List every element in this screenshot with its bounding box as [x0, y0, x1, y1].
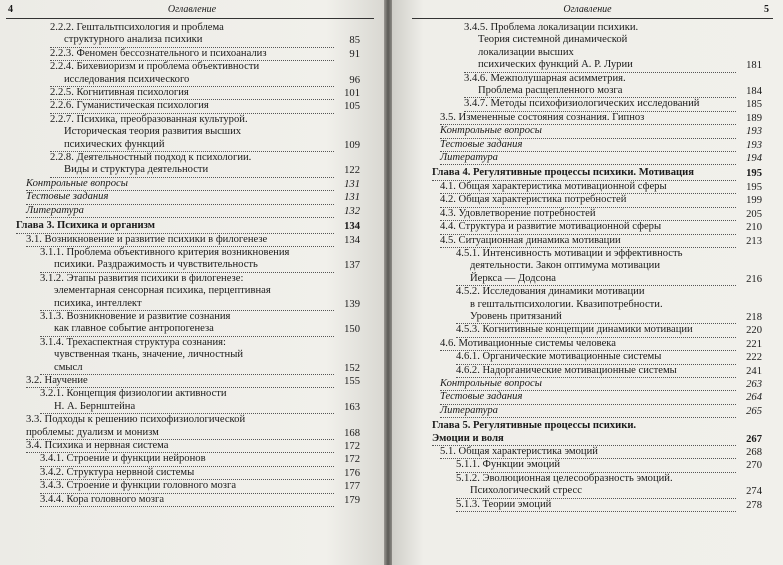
toc-entry — [432, 499, 762, 512]
toc-page-number: 267 — [746, 433, 762, 445]
toc-entry-line: 4.3. Удовлетворение потребностей — [440, 208, 736, 221]
right-toc-list — [432, 22, 762, 512]
toc-entry-line: Йеркса — Додсона — [456, 273, 736, 286]
toc-entry-line: 4.1. Общая характеристика мотивационной сферы — [440, 181, 736, 194]
toc-entry — [16, 234, 360, 247]
toc-entry-line: психика, интеллект — [40, 298, 334, 311]
left-page-header — [0, 4, 384, 18]
toc-entry-line: Литература — [26, 205, 334, 218]
toc-entry — [16, 178, 360, 191]
toc-entry — [16, 48, 360, 61]
toc-page-number: 134 — [344, 234, 360, 246]
toc-entry-line: 3.1.4. Трехаспектная структура сознания: — [40, 336, 226, 348]
toc-entry-line: психических функций А. Р. Лурии — [464, 59, 736, 72]
left-page — [0, 0, 384, 565]
right-header-rule — [412, 18, 773, 19]
toc-entry-line: 3.1.3. Возникновение и развитие сознания — [40, 310, 231, 322]
toc-page-number: 131 — [344, 192, 360, 204]
toc-entry-line: Контрольные вопросы — [440, 125, 736, 138]
toc-entry-line: как главное событие антропогенеза — [40, 323, 334, 336]
toc-entry-line: локализации высших — [478, 46, 574, 58]
toc-entry-line: 3.3. Подходы к решению психофизиологической — [26, 414, 246, 426]
toc-page-number: 139 — [344, 298, 360, 310]
toc-page-number: 184 — [746, 86, 762, 98]
toc-entry-line: чувственная ткань, значение, личностный — [54, 349, 244, 361]
toc-page-number: 179 — [344, 494, 360, 506]
right-header-title: Оглавление — [563, 4, 612, 15]
toc-entry-line: Литература — [440, 152, 736, 165]
toc-entry — [432, 365, 762, 378]
toc-entry-line: 3.4.1. Строение и функции нейронов — [40, 453, 334, 466]
toc-entry-line: 3.1.2. Этапы развития психики в филогенезе: — [40, 272, 244, 284]
book-gutter — [384, 0, 392, 565]
toc-page-number: 137 — [344, 260, 360, 272]
toc-entry-line: 3.4.3. Строение и функции головного мозга — [40, 480, 334, 493]
toc-entry — [432, 22, 762, 73]
toc-page-number: 189 — [746, 112, 762, 124]
toc-entry-line: 4.2. Общая характеристика потребностей — [440, 194, 736, 207]
toc-entry-line: 3.4.2. Структура нервной системы — [40, 467, 334, 480]
toc-entry-line: 4.6.1. Органические мотивационные системы — [456, 351, 736, 364]
toc-entry — [16, 205, 360, 218]
toc-entry-line: 3.4.6. Межполушарная асимметрия. — [464, 72, 626, 84]
toc-page-number: 176 — [344, 467, 360, 479]
left-toc-list — [16, 22, 360, 507]
toc-entry — [16, 100, 360, 113]
toc-entry-line: 5.1.3. Теории эмоций — [456, 499, 736, 512]
toc-entry-line: 4.5.3. Когнитивные концепции динамики мотивации — [456, 324, 736, 337]
toc-page-number: 91 — [349, 48, 360, 60]
right-page-number: 5 — [764, 4, 769, 15]
toc-entry-line: Контрольные вопросы — [440, 378, 736, 391]
toc-entry-line: 4.6.2. Надорганические мотивационные системы — [456, 365, 736, 378]
toc-page-number: 96 — [349, 74, 360, 86]
toc-entry — [432, 125, 762, 138]
toc-entry — [16, 494, 360, 507]
toc-entry-line: 2.2.4. Бихевиоризм и проблема объективности — [50, 61, 260, 73]
toc-entry-line: исследования психического — [50, 74, 334, 87]
toc-page-number: 185 — [746, 99, 762, 111]
toc-entry — [16, 453, 360, 466]
toc-entry — [432, 248, 762, 286]
toc-page-number: 168 — [344, 427, 360, 439]
right-page-header — [392, 4, 783, 18]
toc-entry-line: Тестовые задания — [26, 191, 334, 204]
toc-page-number: 177 — [344, 481, 360, 493]
left-page-number: 4 — [8, 4, 13, 15]
toc-entry — [432, 235, 762, 248]
toc-entry — [16, 114, 360, 152]
toc-entry-line: психических функций — [50, 139, 334, 152]
toc-entry — [432, 391, 762, 404]
toc-entry-line: 2.2.2. Гештальтпсихология и проблема — [50, 22, 224, 33]
toc-entry-line: в гештальтпсихологии. Квазипотребности. — [470, 298, 663, 310]
toc-entry — [432, 181, 762, 194]
toc-page-number: 205 — [746, 208, 762, 220]
toc-entry — [432, 459, 762, 472]
toc-entry — [16, 152, 360, 178]
toc-page-number: 193 — [746, 126, 762, 138]
toc-entry — [16, 375, 360, 388]
toc-page-number: 109 — [344, 139, 360, 151]
toc-entry-line: Виды и структура деятельности — [50, 164, 334, 177]
toc-entry — [432, 112, 762, 125]
toc-page-number: 218 — [746, 311, 762, 323]
toc-entry-line: Тестовые задания — [440, 391, 736, 404]
toc-entry-line: 4.5. Ситуационная динамика мотивации — [440, 235, 736, 248]
toc-page-number: 150 — [344, 324, 360, 336]
toc-entry — [16, 247, 360, 273]
toc-entry — [432, 324, 762, 337]
toc-entry — [16, 480, 360, 493]
toc-page-number: 195 — [746, 181, 762, 193]
toc-page-number: 278 — [746, 499, 762, 511]
toc-entry-line: 2.2.6. Гуманистическая психология — [50, 100, 334, 113]
toc-page-number: 222 — [746, 352, 762, 364]
toc-page-number: 101 — [344, 88, 360, 100]
toc-entry-line: Глава 5. Регулятивные процессы психики. — [432, 420, 637, 432]
toc-entry-line: Глава 3. Психика и организм — [16, 220, 334, 233]
toc-entry — [432, 446, 762, 459]
toc-page-number: 274 — [746, 486, 762, 498]
toc-entry — [432, 351, 762, 364]
toc-page-number: 264 — [746, 392, 762, 404]
toc-entry-line: 5.1.2. Эволюционная целесообразность эмоций. — [456, 472, 673, 484]
toc-entry — [16, 273, 360, 311]
toc-page-number: 181 — [746, 60, 762, 72]
toc-page-number: 270 — [746, 460, 762, 472]
toc-entry — [16, 388, 360, 414]
toc-page-number: 163 — [344, 401, 360, 413]
toc-page-number: 268 — [746, 447, 762, 458]
toc-entry — [432, 208, 762, 221]
toc-entry-line: Глава 4. Регулятивные процессы психики. Мотивация — [432, 167, 736, 180]
toc-entry — [432, 405, 762, 418]
toc-entry-line: 5.1.1. Функции эмоций — [456, 459, 736, 472]
toc-entry — [432, 98, 762, 111]
toc-entry-line: 3.1.1. Проблема объективного критерия возникновения — [40, 246, 290, 258]
toc-entry — [16, 61, 360, 87]
toc-page-number: 131 — [344, 178, 360, 190]
toc-page-number: 105 — [344, 101, 360, 113]
toc-page-number: 194 — [746, 153, 762, 165]
toc-entry-line: 3.5. Измененные состояния сознания. Гипноз — [440, 112, 736, 125]
toc-entry — [16, 467, 360, 480]
toc-entry-line: Литература — [440, 405, 736, 418]
toc-page-number: 193 — [746, 139, 762, 151]
toc-entry-line: Н. А. Бернштейна — [40, 401, 334, 414]
toc-page-number: 132 — [344, 205, 360, 217]
toc-entry — [16, 337, 360, 375]
toc-entry — [432, 194, 762, 207]
toc-entry — [16, 22, 360, 48]
toc-page-number: 172 — [344, 441, 360, 452]
toc-entry — [432, 139, 762, 152]
right-page — [392, 0, 783, 565]
toc-entry-line: 3.4. Психика и нервная система — [26, 440, 334, 453]
toc-page-number: 220 — [746, 325, 762, 337]
toc-entry-line: психики. Раздражимость и чувствительность — [40, 259, 334, 272]
toc-entry-line: 4.6. Мотивационные системы человека — [440, 338, 736, 351]
toc-entry — [432, 167, 762, 180]
toc-entry — [432, 286, 762, 324]
toc-entry — [16, 440, 360, 453]
toc-entry-line: элементарная сенсорная психика, перцептивная — [54, 285, 271, 297]
toc-page-number: 265 — [746, 405, 762, 417]
toc-entry-line: 2.2.3. Феномен бессознательного и психоанализ — [50, 48, 334, 61]
toc-page-number: 213 — [746, 235, 762, 247]
toc-entry-line: Тестовые задания — [440, 139, 736, 152]
toc-entry — [16, 311, 360, 337]
toc-entry-line: Психологический стресс — [456, 485, 736, 498]
toc-entry-line: 3.4.7. Методы психофизиологических исследований — [464, 98, 736, 111]
toc-entry-line: Уровень притязаний — [456, 311, 736, 324]
toc-page-number: 241 — [746, 365, 762, 377]
toc-entry-line: Эмоции и воля — [432, 433, 736, 446]
toc-page-number: 210 — [746, 222, 762, 234]
toc-page-number: 199 — [746, 195, 762, 207]
toc-entry-line: Историческая теория развития высших — [64, 126, 242, 138]
toc-entry — [432, 378, 762, 391]
toc-entry-line: 4.4. Структура и развитие мотивационной сферы — [440, 221, 736, 234]
toc-page-number: 122 — [344, 165, 360, 177]
toc-entry — [16, 191, 360, 204]
toc-entry-line: 3.2. Научение — [26, 375, 334, 388]
toc-entry-line: 2.2.5. Когнитивная психология — [50, 87, 334, 100]
toc-page-number: 152 — [344, 362, 360, 374]
toc-entry-line: деятельности. Закон оптимума мотивации — [470, 260, 661, 272]
toc-page-number: 172 — [344, 454, 360, 466]
toc-page-number: 263 — [746, 378, 762, 390]
toc-entry-line: 5.1. Общая характеристика эмоций — [440, 446, 736, 459]
toc-page-number: 85 — [349, 35, 360, 47]
toc-entry-line: Контрольные вопросы — [26, 178, 334, 191]
toc-entry-line: структурного анализа психики — [50, 34, 334, 47]
toc-page-number: 195 — [746, 168, 762, 180]
toc-page-number: 155 — [344, 375, 360, 387]
toc-entry-line: 3.4.5. Проблема локализации психики. — [464, 22, 639, 33]
toc-entry-line: 3.4.4. Кора головного мозга — [40, 494, 334, 507]
left-header-title: Оглавление — [167, 4, 217, 15]
toc-entry-line: 3.1. Возникновение и развитие психики в филогенезе — [26, 234, 334, 247]
toc-entry-line: 2.2.7. Психика, преобразованная культурой. — [50, 113, 248, 125]
toc-entry-line: 2.2.8. Деятельностный подход к психологии. — [50, 152, 252, 164]
toc-page-number: 221 — [746, 338, 762, 350]
toc-entry-line: 4.5.2. Исследования динамики мотивации — [456, 286, 645, 298]
toc-entry-line: проблемы: дуализм и монизм — [26, 427, 334, 440]
toc-entry — [432, 221, 762, 234]
toc-entry — [16, 87, 360, 100]
toc-entry-line: 3.2.1. Концепция физиологии активности — [40, 388, 227, 400]
toc-entry — [432, 338, 762, 351]
toc-entry — [432, 420, 762, 446]
toc-entry — [432, 152, 762, 165]
toc-entry-line: смысл — [40, 362, 334, 375]
toc-entry-line: 4.5.1. Интенсивность мотивации и эффективность — [456, 247, 683, 259]
toc-page-number: 134 — [344, 221, 360, 233]
toc-page-number: 216 — [746, 273, 762, 285]
toc-entry — [16, 220, 360, 233]
toc-entry-line: Проблема расщепленного мозга — [464, 85, 736, 98]
toc-entry-line: Теория системной динамической — [478, 34, 628, 46]
toc-entry — [16, 414, 360, 440]
left-header-rule — [6, 18, 374, 19]
toc-entry — [432, 73, 762, 99]
toc-entry — [432, 473, 762, 499]
